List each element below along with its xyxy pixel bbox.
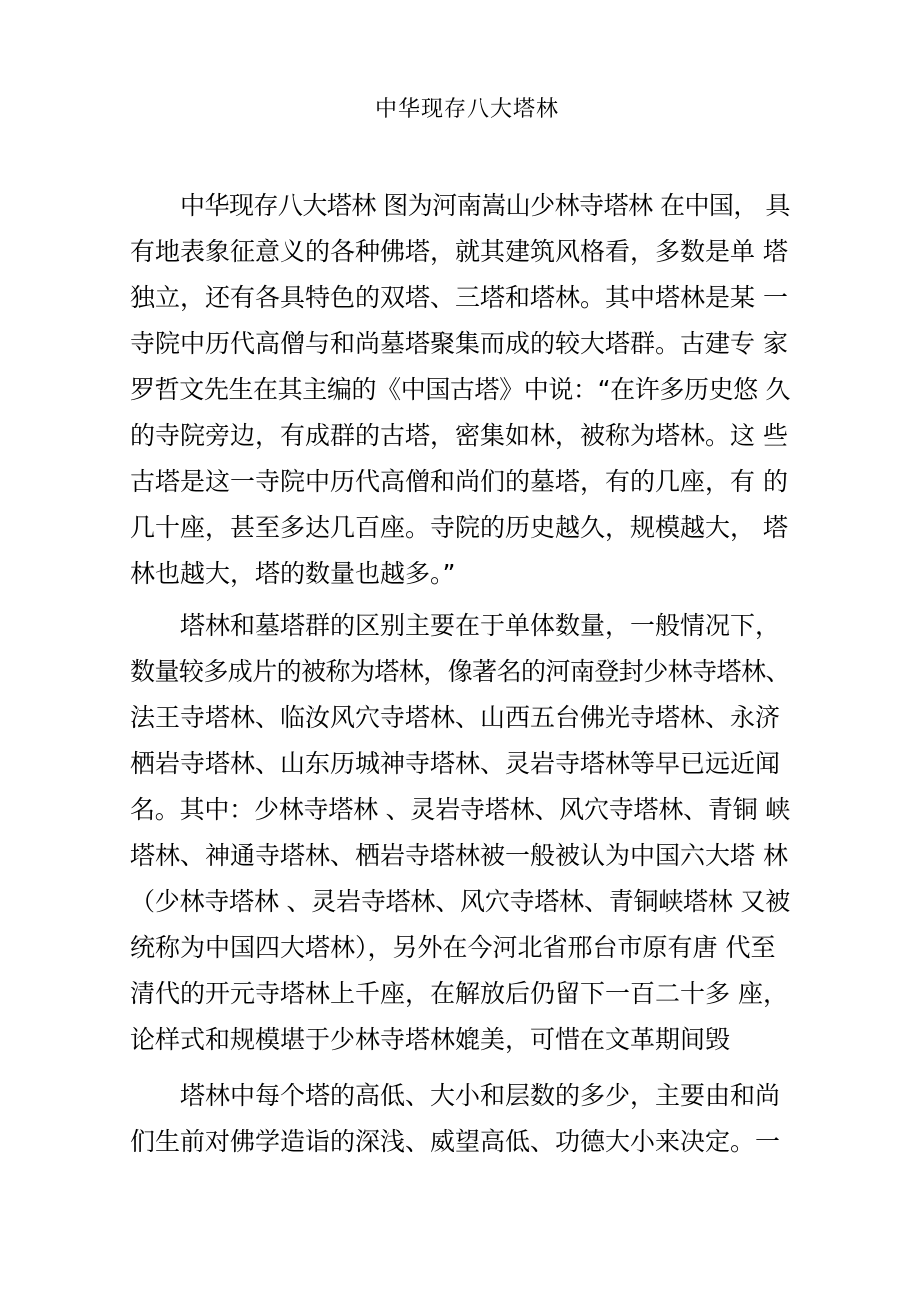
text-line: 几十座，甚至多达几百座。寺院的历史越久，规模越大， 塔 [130, 513, 788, 542]
text-line: 中华现存八大塔林 图为河南嵩山少林寺塔林 在中国， 具 [180, 191, 790, 220]
text-line: 罗哲文先生在其主编的《中国古塔》中说：“在许多历史悠 久 [130, 375, 790, 404]
text-line: 寺院中历代高僧与和尚墓塔聚集而成的较大塔群。古建专 家 [130, 329, 788, 358]
text-line: 清代的开元寺塔林上千座，在解放后仍留下一百二十多 座， [130, 979, 788, 1008]
text-line: 塔林、神通寺塔林、栖岩寺塔林被一般被认为中国六大塔 林 [130, 841, 788, 870]
text-line: 塔林中每个塔的高低、大小和层数的多少，主要由和尚 [180, 1081, 781, 1110]
text-line: 独立，还有各具特色的双塔、三塔和塔林。其中塔林是某 一 [130, 283, 788, 312]
text-line: 们生前对佛学造诣的深浅、威望高低、功德大小来决定。一 [130, 1127, 781, 1156]
text-line: 塔林和墓塔群的区别主要在于单体数量，一般情况下， [180, 611, 781, 640]
text-line: 栖岩寺塔林、山东历城神寺塔林、灵岩寺塔林等早已远近闻 [130, 749, 781, 778]
text-line: 论样式和规模堪于少林寺塔林媲美，可惜在文革期间毁 [130, 1025, 731, 1054]
text-line: 有地表象征意义的各种佛塔，就其建筑风格看，多数是单 塔 [130, 237, 788, 266]
text-line: 统称为中国四大塔林），另外在今河北省邢台市原有唐 代至 [130, 933, 776, 962]
text-line: 林也越大，塔的数量也越多。” [130, 559, 456, 588]
text-line: 数量较多成片的被称为塔林，像著名的河南登封少林寺塔林、 [130, 657, 790, 686]
document-title: 中华现存八大塔林 [374, 97, 559, 122]
text-line: 名。其中：少林寺塔林 、灵岩寺塔林、风穴寺塔林、青铜 峡 [130, 795, 791, 824]
text-line: （少林寺塔林 、灵岩寺塔林、风穴寺塔林、青铜峡塔林 又被 [130, 887, 791, 916]
text-line: 古塔是这一寺院中历代高僧和尚们的墓塔，有的几座，有 的 [130, 467, 788, 496]
text-line: 法王寺塔林、临汝风穴寺塔林、山西五台佛光寺塔林、永济 [130, 703, 781, 732]
text-line: 的寺院旁边，有成群的古塔，密集如林，被称为塔林。这 些 [130, 421, 788, 450]
